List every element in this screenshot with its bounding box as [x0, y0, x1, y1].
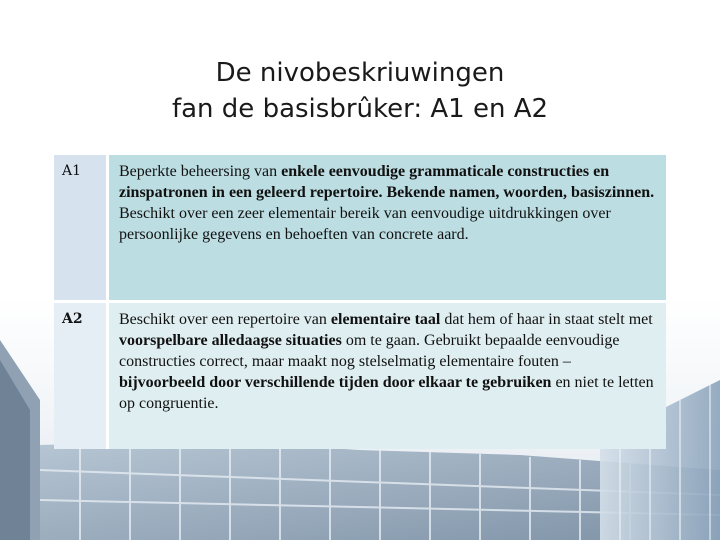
slide-title: [100, 55, 620, 127]
level-code-a2: A2: [54, 302, 108, 450]
title-line-2: fan de basisbrûker: A1 en A2: [171, 94, 549, 124]
level-description-a2: Beschikt over een repertoire van elementaire taal dat hem of haar in staat stelt met voorspelbare alledaagse situaties om te gaan. Gebruikt bepaalde eenvoudige constructies correct, maar maakt nog stelselmatig elementaire fouten – bijvoorbeeld door verschillende tijden door elkaar te gebruiken en niet te letten op congruentie.: [108, 302, 667, 450]
table-row-a1: [54, 155, 666, 302]
level-description-a1: Beperkte beheersing van enkele eenvoudige grammaticale constructies en zinspatronen in een geleerd repertoire. Bekende namen, woorden, basiszinnen. Beschikt over een zeer elementair bereik van eenvoudige uitdrukkingen over persoonlijke gegevens en behoeften van concrete aard.: [108, 155, 667, 302]
level-code-a1: A1: [54, 155, 108, 302]
level-descriptions-table: [54, 155, 666, 449]
title-line-1: De nivobeskriuwingen: [215, 58, 505, 88]
table-row-a2: [54, 302, 666, 450]
